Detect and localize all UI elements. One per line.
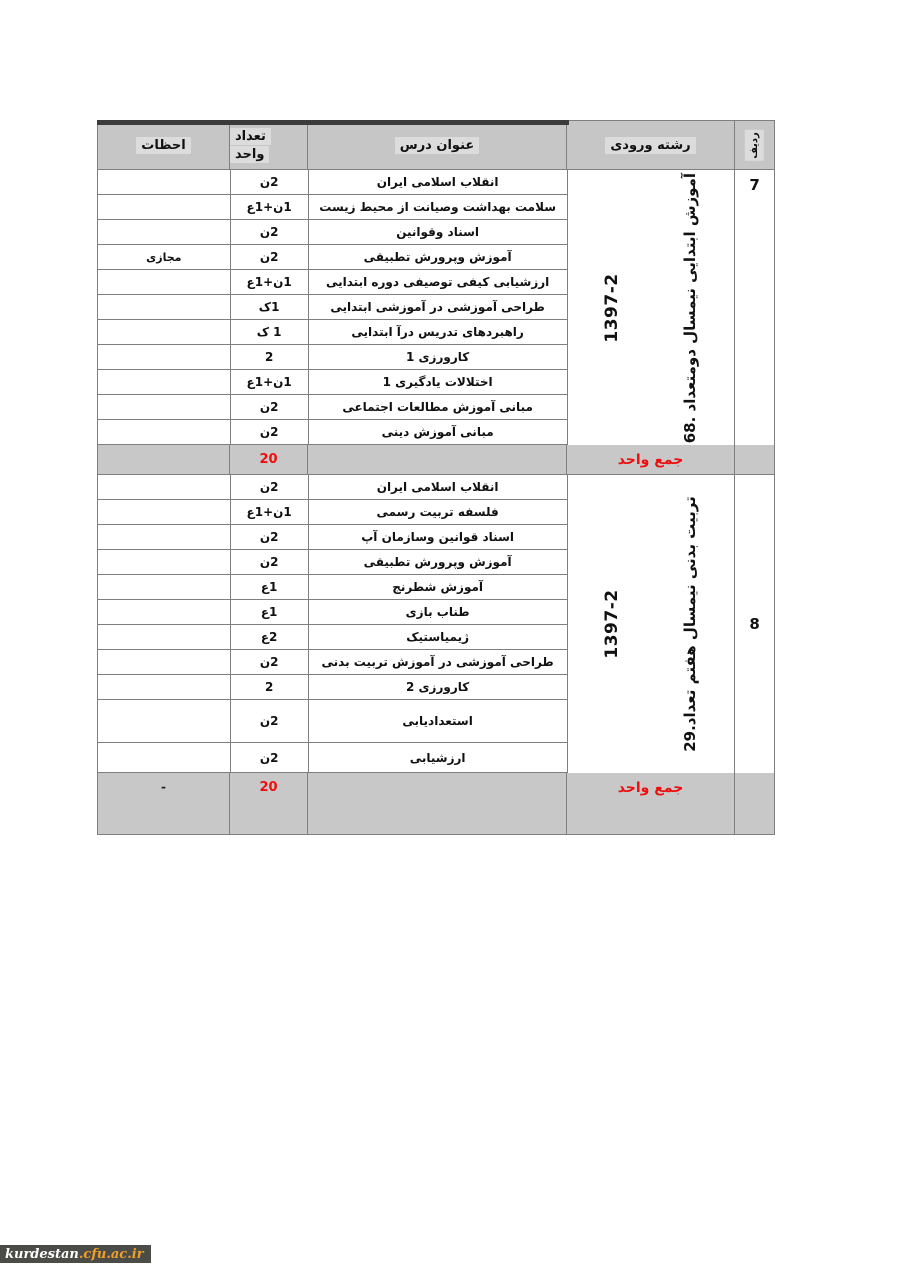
course-title: مبانی آموزش مطالعات اجتماعی [342,400,533,414]
table-top-dark-border [97,120,569,125]
course-title-cell [308,295,567,319]
units-value: 2ن [259,425,279,439]
header-major-label: رشته ورودی [605,137,695,154]
course-title-cell [308,575,567,599]
totals-units: 20 [259,780,278,795]
note-cell [98,575,230,599]
units-cell [230,220,308,244]
course-title: اسناد وقوانین [396,225,480,239]
units-value: 1ع [260,580,278,594]
totals-label-cell [566,773,734,834]
table-row [98,295,567,320]
note-cell [98,650,230,674]
units-cell [230,575,308,599]
course-title: اسناد قوانین وسازمان آپ [361,530,514,544]
row-number: 7 [749,176,760,194]
table-row [98,525,567,550]
units-cell [230,675,308,699]
header-cell-units [229,121,307,169]
header-cell-course [307,121,566,169]
units-cell [230,625,308,649]
totals-label: جمع واحد [617,451,684,468]
totals-label-cell [566,445,734,474]
course-title-cell [308,525,567,549]
course-title-cell [308,675,567,699]
units-cell [230,270,308,294]
units-cell [230,320,308,344]
major-rotated-text [573,173,729,443]
totals-units-cell [229,445,307,474]
course-title: آموزش شطرنج [392,580,484,594]
course-title: طراحی آموزشی در آموزشی ابتدایی [330,300,545,314]
header-course-label: عنوان درس [395,137,480,154]
totals-course-cell [307,773,566,834]
totals-radif-cell [734,445,774,474]
units-cell [230,245,308,269]
note-cell [98,270,230,294]
units-value: 1ن+1ع [246,200,292,214]
units-cell [230,475,308,499]
course-title-cell [308,500,567,524]
course-title: آموزش وپرورش تطبیقی [363,555,512,569]
course-title-cell [308,650,567,674]
note-cell [98,625,230,649]
course-title-cell [308,550,567,574]
units-cell [230,650,308,674]
units-cell [230,295,308,319]
table-header-row [98,121,774,170]
major-cell [567,170,735,445]
header-units-line2: واحد [230,146,269,163]
group-row-7 [98,170,774,445]
major-rotated-text [573,478,729,770]
units-value: 1ک [258,300,280,314]
course-title-cell [308,220,567,244]
note-cell [98,500,230,524]
units-value: 2ن [259,480,279,494]
header-notes-label: احظات [136,137,190,154]
units-cell [230,700,308,742]
course-title: راهبردهای تدریس درآ ابتدایی [351,325,524,339]
table-row [98,345,567,370]
note-cell [98,550,230,574]
note-cell [98,245,230,269]
totals-course-cell [307,445,566,474]
table-row [98,420,567,445]
course-title-cell [308,195,567,219]
header-units-line1: تعداد [230,128,271,145]
term-label: 1397-2 [601,589,622,659]
major-label: تربیت بدنی نیمسال هفتم تعداد.29 [680,496,699,752]
row-number-cell [734,475,774,773]
table-row [98,500,567,525]
table-row [98,625,567,650]
note-cell [98,170,230,194]
row-number: 8 [749,615,760,633]
table-row [98,170,567,195]
course-rows [98,475,567,773]
course-title: انقلاب اسلامی ایران [376,175,499,189]
units-value: 2 [264,680,274,694]
course-title: ارزشیابی [409,750,466,765]
header-radif-label: ردیف [745,130,764,161]
table-row [98,395,567,420]
units-value: 1ع [260,605,278,619]
units-cell [230,345,308,369]
note-cell [98,743,230,772]
note-cell [98,420,230,444]
units-cell [230,743,308,772]
course-title: استعدادیابی [402,714,473,728]
table-row [98,245,567,270]
units-cell [230,420,308,444]
units-value: 2ع [260,630,278,644]
table-row [98,320,567,345]
course-title-cell [308,475,567,499]
table-row [98,370,567,395]
site-watermark-suffix: .cfu.ac.ir [78,1246,144,1262]
totals-radif-cell [734,773,774,834]
course-title: طناب بازی [405,605,470,619]
units-value: 2ن [259,555,279,569]
totals-note-cell [98,445,229,474]
course-rows [98,170,567,445]
units-value: 1ن+1ع [246,505,292,519]
totals-label: جمع واحد [617,780,684,796]
totals-units-cell [229,773,307,834]
totals-row [98,445,774,475]
course-title: کارورزی 1 [406,350,470,364]
note-cell [98,345,230,369]
totals-row [98,773,774,834]
note-value: مجازی [146,250,182,264]
group-row-8 [98,475,774,773]
table-row [98,700,567,743]
table-row [98,650,567,675]
course-title-cell [308,743,567,772]
table-row [98,575,567,600]
note-cell [98,395,230,419]
course-title: سلامت بهداشت وصیانت از محیط زیست [319,200,556,214]
units-cell [230,600,308,624]
table-row [98,475,567,500]
course-title-cell [308,420,567,444]
table-row [98,743,567,773]
units-value: 2ن [259,400,279,414]
table-row [98,270,567,295]
units-value: 2ن [259,750,279,765]
note-cell [98,320,230,344]
units-value: 2ن [259,225,279,239]
note-cell [98,600,230,624]
units-value: 1ن+1ع [246,275,292,289]
totals-note-cell [98,773,229,834]
term-label: 1397-2 [601,272,622,343]
units-value: 1 ک [256,325,282,339]
header-cell-radif [734,121,774,169]
course-title: طراحی آموزشی در آموزش تربیت بدنی [321,655,554,669]
units-value: 1ن+1ع [246,375,292,389]
note-cell [98,675,230,699]
note-cell [98,370,230,394]
units-cell [230,195,308,219]
site-watermark-prefix: kurdestan [5,1246,79,1262]
course-title: فلسفه تربیت رسمی [376,505,499,519]
note-cell [98,220,230,244]
units-cell [230,500,308,524]
note-cell [98,525,230,549]
units-value: 2ن [259,530,279,544]
table-row [98,675,567,700]
note-cell [98,700,230,742]
header-cell-notes [98,121,229,169]
course-title: کارورزی 2 [406,680,470,694]
course-title-cell [308,600,567,624]
course-title-cell [308,345,567,369]
totals-units: 20 [259,452,278,467]
course-title: ارزشیابی کیفی توصیفی دوره ابتدایی [325,275,550,289]
course-title: آموزش وپرورش تطبیقی [363,250,512,264]
note-cell [98,295,230,319]
course-title-cell [308,170,567,194]
units-cell [230,525,308,549]
table-row [98,220,567,245]
table-row [98,600,567,625]
units-cell [230,395,308,419]
major-label: آموزش ابتدایی نیمسال دومتعداد .68 [680,172,699,443]
table-row [98,550,567,575]
major-cell [567,475,735,773]
course-title-cell [308,245,567,269]
units-cell [230,370,308,394]
row-number-cell [734,170,774,445]
units-value: 2ن [259,655,279,669]
header-cell-major [566,121,734,169]
course-title-cell [308,700,567,742]
units-cell [230,170,308,194]
course-title-cell [308,320,567,344]
units-value: 2ن [259,714,279,728]
course-title-cell [308,625,567,649]
site-watermark [0,1245,151,1263]
table-row [98,195,567,220]
units-cell [230,550,308,574]
course-schedule-table [97,120,775,835]
note-cell [98,195,230,219]
course-title-cell [308,370,567,394]
totals-note: - [161,780,166,794]
course-title-cell [308,395,567,419]
course-title: ژیمیاستیک [406,630,469,644]
units-value: 2 [264,350,274,364]
course-title-cell [308,270,567,294]
note-cell [98,475,230,499]
course-title: مبانی آموزش دینی [381,425,494,439]
units-value: 2ن [259,250,279,264]
units-value: 2ن [259,175,279,189]
course-title: اختلالات یادگیری 1 [382,375,493,389]
course-title: انقلاب اسلامی ایران [376,480,499,494]
